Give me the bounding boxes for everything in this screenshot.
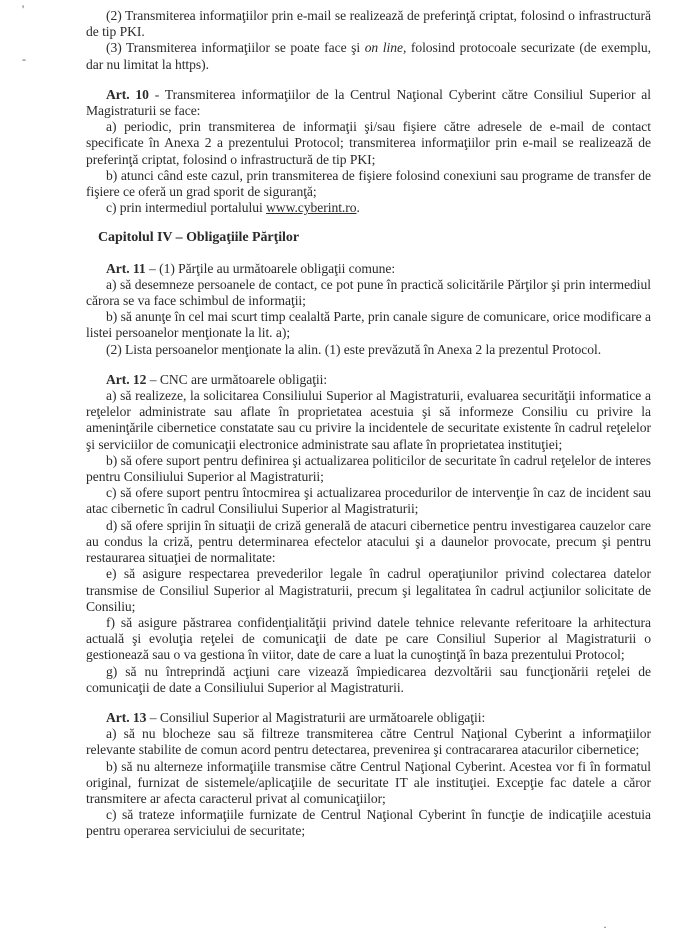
art11-paragraph-2: (2) Lista persoanelor menţionate la alin. (1) este prevăzută în Anexa 2 la prezentul Protocol. [106, 341, 602, 357]
art11-title: Art. 11 [106, 260, 146, 276]
art10-heading-text: - Transmiterea informaţiilor de la Centrul Naţional Cyberint către Consiliul Superior al Magistraturii se face: [86, 86, 652, 119]
art12-heading-text: – CNC are următoarele obligaţii: [146, 371, 328, 387]
art9-paragraph-2: (2) Transmiterea informaţiilor prin e-mail se realizează de preferinţă criptat, folosind o infrastructură de tip PKI. [86, 8, 651, 40]
margin-mark-left: - [22, 52, 26, 66]
document-body [86, 8, 651, 840]
art12-item-c: c) să ofere suport pentru întocmirea şi actualizarea procedurilor de intervenţie în caz de incident sau atac cibernetic în cadrul Consiliului Superior al Magistraturii; [86, 485, 651, 517]
art13-heading-text: – Consiliul Superior al Magistraturii are următoarele obligaţii: [146, 709, 486, 725]
art9-p3-part-a: (3) Transmiterea informaţiilor se poate face şi [106, 40, 365, 56]
art10-item-b: b) atunci când este cazul, prin transmiterea de fişiere folosind conexiuni sau programe de transfer de fişiere ce oferă un grad sporit de siguranţă; [86, 167, 651, 200]
cyberint-portal-link[interactable]: www.cyberint.ro [266, 200, 357, 216]
art12-item-g: g) să nu întreprindă acţiuni care vizează împiedicarea dezvoltării sau funcţionării reţelei de comunicaţii de date a Consiliului Superior al Magistraturii. [86, 663, 651, 695]
art12-item-a: a) să realizeze, la solicitarea Consiliului Superior al Magistraturii, evaluarea securităţii informatice a reţelelor administrate sau aflate în proprietatea acestuia şi să informeze Consiliu cu privire la ameninţările cibernetice constatate sau cu privire la incidentele de securitate existente în cadrul reţelelor şi serviciilor de comunicaţii electronice administrate sau aflate în proprietatea instituţiei; [86, 388, 651, 452]
art11-item-a: a) să desemneze persoanele de contact, ce pot pune în practică solicitările Părţilor şi prin intermediul cărora se va face schimbul de informaţii; [86, 276, 651, 309]
art11-heading-text: – (1) Părţile au următoarele obligaţii comune: [145, 260, 396, 276]
chapter-4-title: Capitolul IV – Obligaţiile Părţilor [98, 230, 299, 246]
art10-c-part-a: c) prin intermediul portalului [106, 200, 267, 216]
art10-heading [86, 87, 651, 119]
margin-mark-bottom: · [603, 920, 607, 934]
art12-item-e: e) să asigure respectarea prevederilor legale în cadrul operaţiunilor privind colectarea datelor transmise de Consiliul Superior al Magistraturii, precum şi legalitatea în cadrul acţiunilor solicitate de Consiliu; [86, 566, 651, 614]
margin-mark-top: ' [22, 2, 25, 16]
art11-heading [86, 261, 651, 277]
art13-item-a: a) să nu blocheze sau să filtreze transmiterea către Centrul Naţional Cyberint a informaţiilor relevante stabilite de comun acord pentru detectarea, prevenirea şi contracararea atacurilor cibernetice; [86, 726, 651, 758]
art10-item-a: a) periodic, prin transmiterea de informaţii şi/sau fişiere către adresele de e-mail de contact specificate în Anexa 2 a prezentului Protocol; transmiterea informaţiilor prin e-mail se realizează de preferinţă criptat, folosind o infrastructură de tip PKI; [86, 119, 651, 167]
art9-p3-online: on line [364, 40, 403, 56]
art12-item-f: f) să asigure păstrarea confidenţialităţii privind datele tehnice relevante referitoare la arhitectura actuală şi evoluţia reţelei de comunicaţii de date pe care Consiliul Superior al Magistraturii o gestionează sau o va gestiona în viitor, date de care a luat la cunoştinţă în baza prezentului Protocol; [86, 614, 651, 663]
art9-p3-part-b: , folosind protocoale securizate (de exemplu, dar nu limitat la https). [86, 40, 652, 72]
art9-paragraph-3 [86, 40, 651, 72]
art13-title: Art. 13 [106, 709, 147, 725]
art11-item-b: b) să anunţe în cel mai scurt timp cealaltă Parte, prin canale sigure de comunicare, orice modificare a listei persoanelor menţionate la lit. a); [86, 309, 651, 341]
art10-title: Art. 10 [106, 86, 149, 102]
art13-item-b: b) să nu alterneze informaţiile transmise către Centrul Naţional Cyberint. Acestea vor fi în formatul original, furnizat de sistemele/aplicaţiile de securitate IT ale instituţiei. Excepţie fac datele a căror transmitere ar afecta caracterul privat al comunicaţiilor; [86, 758, 651, 806]
art13-item-c: c) să trateze informaţiile furnizate de Centrul Naţional Cyberint în funcţie de indicaţiile acestuia pentru operarea serviciului de securitate; [86, 807, 651, 839]
art12-item-b: b) să ofere suport pentru definirea şi actualizarea politicilor de securitate în cadrul reţelelor de interes pentru Consiliului Superior al Magistraturii; [86, 452, 651, 485]
art12-item-d: d) să ofere sprijin în situaţii de criză generală de atacuri cibernetice pentru investigarea cauzelor care au condus la criză, pentru determinarea efectelor atacului şi a daunelor provocate, precum şi pentru restaurarea situaţiei de normalitate: [86, 517, 651, 566]
art10-item-c [86, 200, 651, 216]
art10-c-part-b: . [356, 200, 360, 216]
art12-title: Art. 12 [106, 371, 147, 387]
art12-heading [86, 372, 651, 388]
art13-heading [86, 710, 651, 726]
